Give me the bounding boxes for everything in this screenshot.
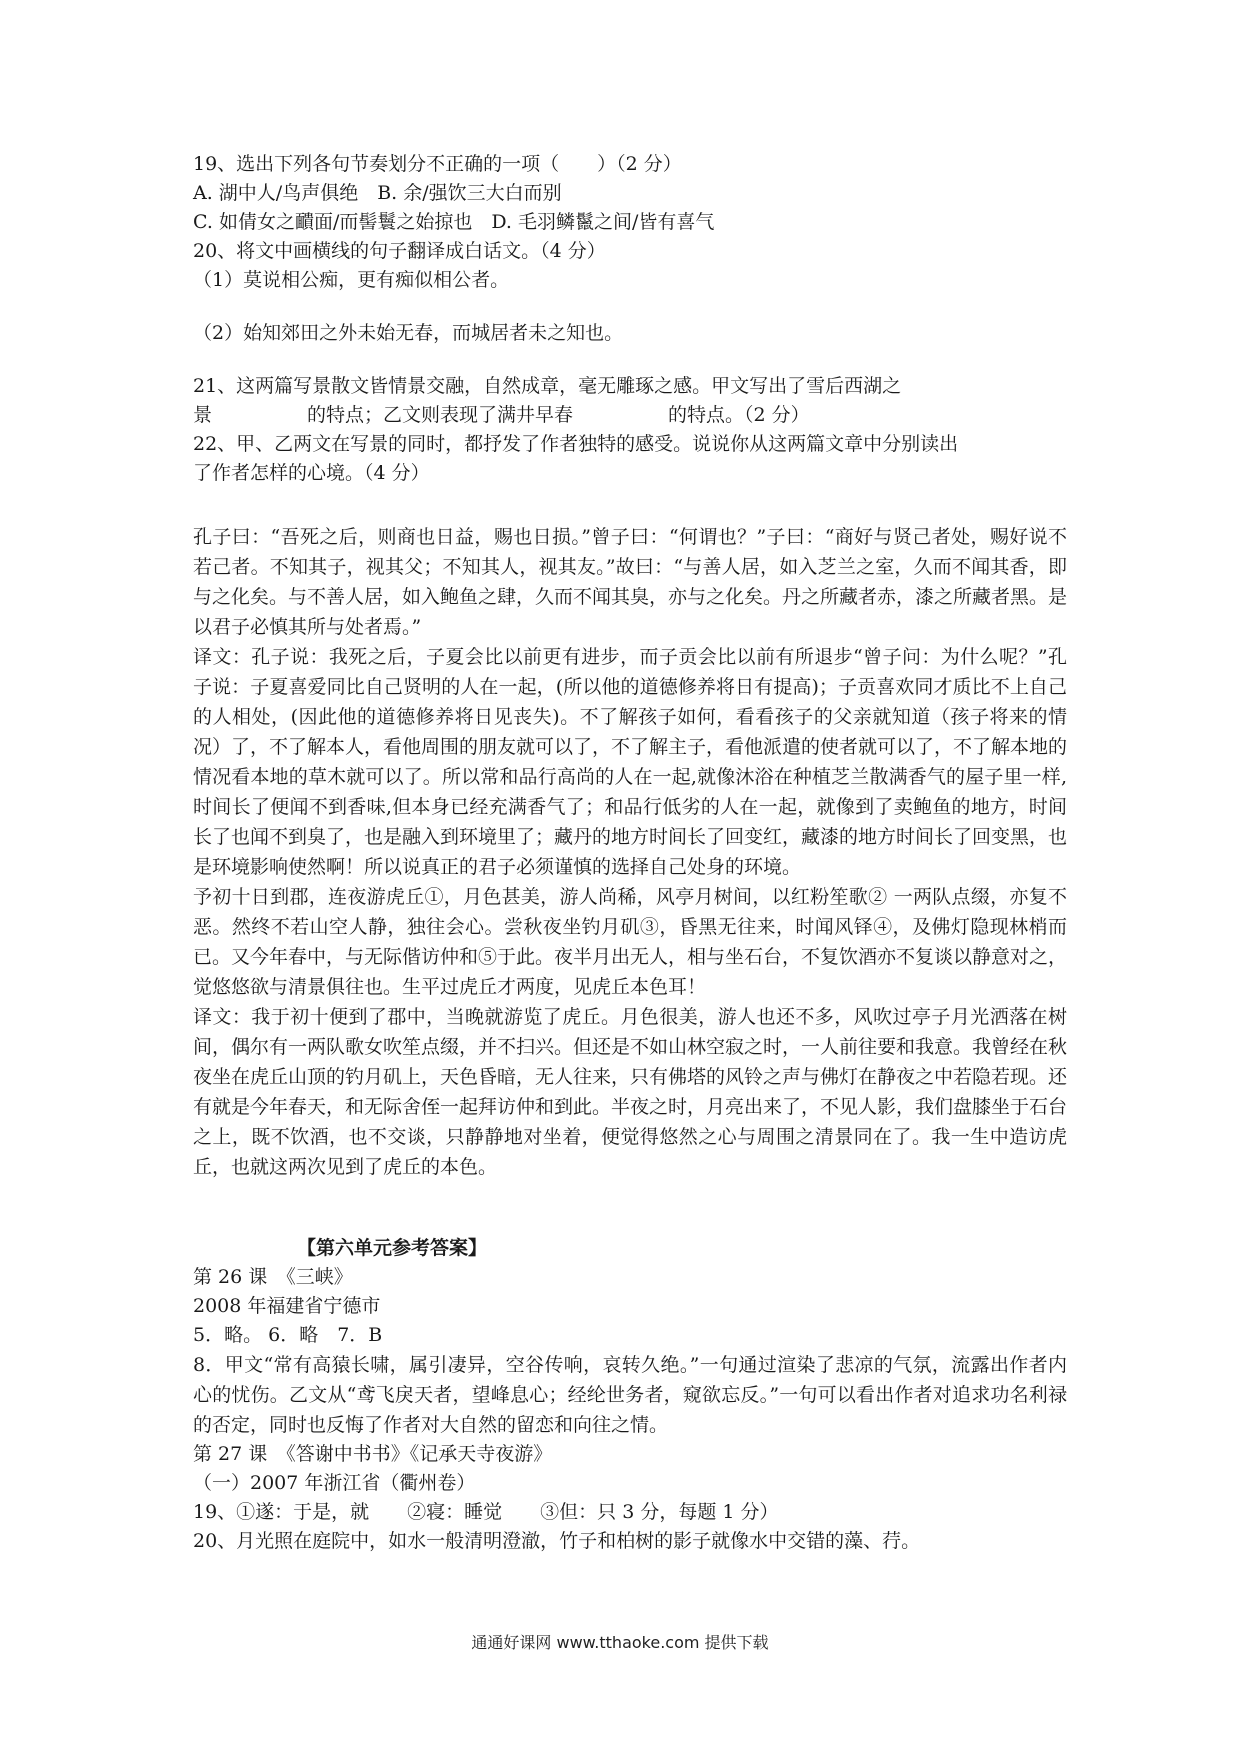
- question-20: 20、将文中画横线的句子翻译成白话文。（4 分）: [193, 240, 606, 262]
- page-content: [193, 150, 1067, 1556]
- lesson-26-title: 第 26 课 《三峡》: [193, 1266, 353, 1288]
- question-19: 19、选出下列各句节奏划分不正确的一项（ ）（2 分）: [193, 153, 682, 175]
- answers-section-title: 【第六单元参考答案】: [297, 1237, 488, 1259]
- lesson-26-answers-5-7: 5．略。 6．略 7．B: [193, 1324, 383, 1346]
- lesson-26-source: 2008 年福建省宁德市: [193, 1295, 381, 1317]
- passage-huqiu-translation: 译文：我于初十便到了郡中，当晚就游览了虎丘。月色很美，游人也还不多，风吹过亭子月光洒落在树间，偶尔有一两队歌女吹笙点缀，并不扫兴。但还是不如山林空寂之时，一人前往要和我意。我曾经在秋夜坐在虎丘山顶的钓月矶上，天色昏暗，无人往来，只有佛塔的风铃之声与佛灯在静夜之中若隐若现。还有就是今年春天，和无际舍侄一起拜访仲和到此。半夜之时，月亮出来了，不见人影，我们盘膝坐于石台之上，既不饮酒，也不交谈，只静静地对坐着，便觉得悠然之心与周围之清景同在了。我一生中造访虎丘，也就这两次见到了虎丘的本色。: [193, 1006, 1068, 1178]
- answer-space: [193, 295, 1067, 319]
- passage-huqiu: 予初十日到郡，连夜游虎丘①，月色甚美，游人尚稀，风亭月树间，以红粉笙歌② 一两队点缀，亦复不恶。然终不若山空人静，独往会心。尝秋夜坐钓月矶③，昏黑无往来，时闻风铎④，及佛灯隐现林梢而已。又今年春中，与无际偕访仲和⑤于此。夜半月出无人，相与坐石台，不复饮酒亦不复谈以静意对之，觉悠悠欲与清景俱往也。生平过虎丘才两度，见虎丘本色耳！: [193, 886, 1068, 998]
- question-22-line-2: 了作者怎样的心境。（4 分）: [193, 462, 430, 484]
- question-21-line-2: 景 的特点；乙文则表现了满井早春 的特点。（2 分）: [193, 404, 810, 426]
- lesson-27-answer-19: 19、①遂：于是，就 ②寝：睡觉 ③但：只 3 分，每题 1 分）: [193, 1501, 779, 1523]
- question-20-part-1: （1）莫说相公痴，更有痴似相公者。: [193, 269, 510, 291]
- passage-kongzi-translation: 译文：孔子说：我死之后，子夏会比以前更有进步，而子贡会比以前有所退步“曾子问：为什么呢？”孔子说：子夏喜爱同比自己贤明的人在一起，(所以他的道德修养将日有提高)；子贡喜欢同才质比不上自己的人相处，(因此他的道德修养将日见丧失)。不了解孩子如何，看看孩子的父亲就知道（孩子将来的情况）了，不了解本人，看他周围的朋友就可以了，不了解主子，看他派遣的使者就可以了，不了解本地的情况看本地的草木就可以了。所以常和品行高尚的人在一起,就像沐浴在种植芝兰散满香气的屋子里一样,时间长了便闻不到香味,但本身已经充满香气了；和品行低劣的人在一起，就像到了卖鲍鱼的地方，时间长了也闻不到臭了，也是融入到环境里了；藏丹的地方时间长了回变红，藏漆的地方时间长了回变黑，也是环境影响使然啊！所以说真正的君子必须谨慎的选择自己处身的环境。: [193, 646, 1068, 878]
- lesson-27-answer-20: 20、月光照在庭院中，如水一般清明澄澈，竹子和柏树的影子就像水中交错的藻、荇。: [193, 1530, 921, 1552]
- question-19-options-cd: C. 如倩女之靧面/而髻鬟之始掠也 D. 毛羽鳞鬣之间/皆有喜气: [193, 211, 715, 233]
- question-22-line-1: 22、甲、乙两文在写景的同时，都抒发了作者独特的感受。说说你从这两篇文章中分别读出: [193, 433, 959, 455]
- question-19-options-ab: A. 湖中人/鸟声俱绝 B. 余/强饮三大白而别: [193, 182, 562, 204]
- question-21-line-1: 21、这两篇写景散文皆情景交融，自然成章，毫无雕琢之感。甲文写出了雪后西湖之: [193, 375, 902, 397]
- footer-credit: 通通好课网 www.tthaoke.com 提供下载: [471, 1633, 769, 1652]
- answer-space: [193, 348, 1067, 372]
- lesson-27-title: 第 27 课 《答谢中书书》《记承天寺夜游》: [193, 1443, 553, 1465]
- answer-space: [193, 488, 1067, 522]
- lesson-27-source: （一）2007 年浙江省（衢州卷）: [193, 1472, 476, 1494]
- section-gap: [193, 1182, 1067, 1234]
- passage-kongzi: 孔子曰：“吾死之后，则商也日益，赐也日损。”曾子曰：“何谓也？”子曰：“商好与贤己者处，赐好说不若己者。不知其子，视其父；不知其人，视其友。”故曰：“与善人居，如入芝兰之室，久而不闻其香，即与之化矣。与不善人居，如入鲍鱼之肆，久而不闻其臭，亦与之化矣。丹之所藏者赤，漆之所藏者黑。是以君子必慎其所与处者焉。”: [193, 526, 1068, 638]
- question-20-part-2: （2）始知郊田之外未始无春，而城居者未之知也。: [193, 322, 624, 344]
- lesson-26-answer-8: 8．甲文“常有高猿长啸，属引凄异，空谷传响，哀转久绝。”一句通过渲染了悲凉的气氛，流露出作者内心的忧伤。乙文从“鸢飞戾天者，望峰息心；经纶世务者，窥欲忘反。”一句可以看出作者对追求功名利禄的否定，同时也反悔了作者对大自然的留恋和向往之情。: [193, 1354, 1067, 1436]
